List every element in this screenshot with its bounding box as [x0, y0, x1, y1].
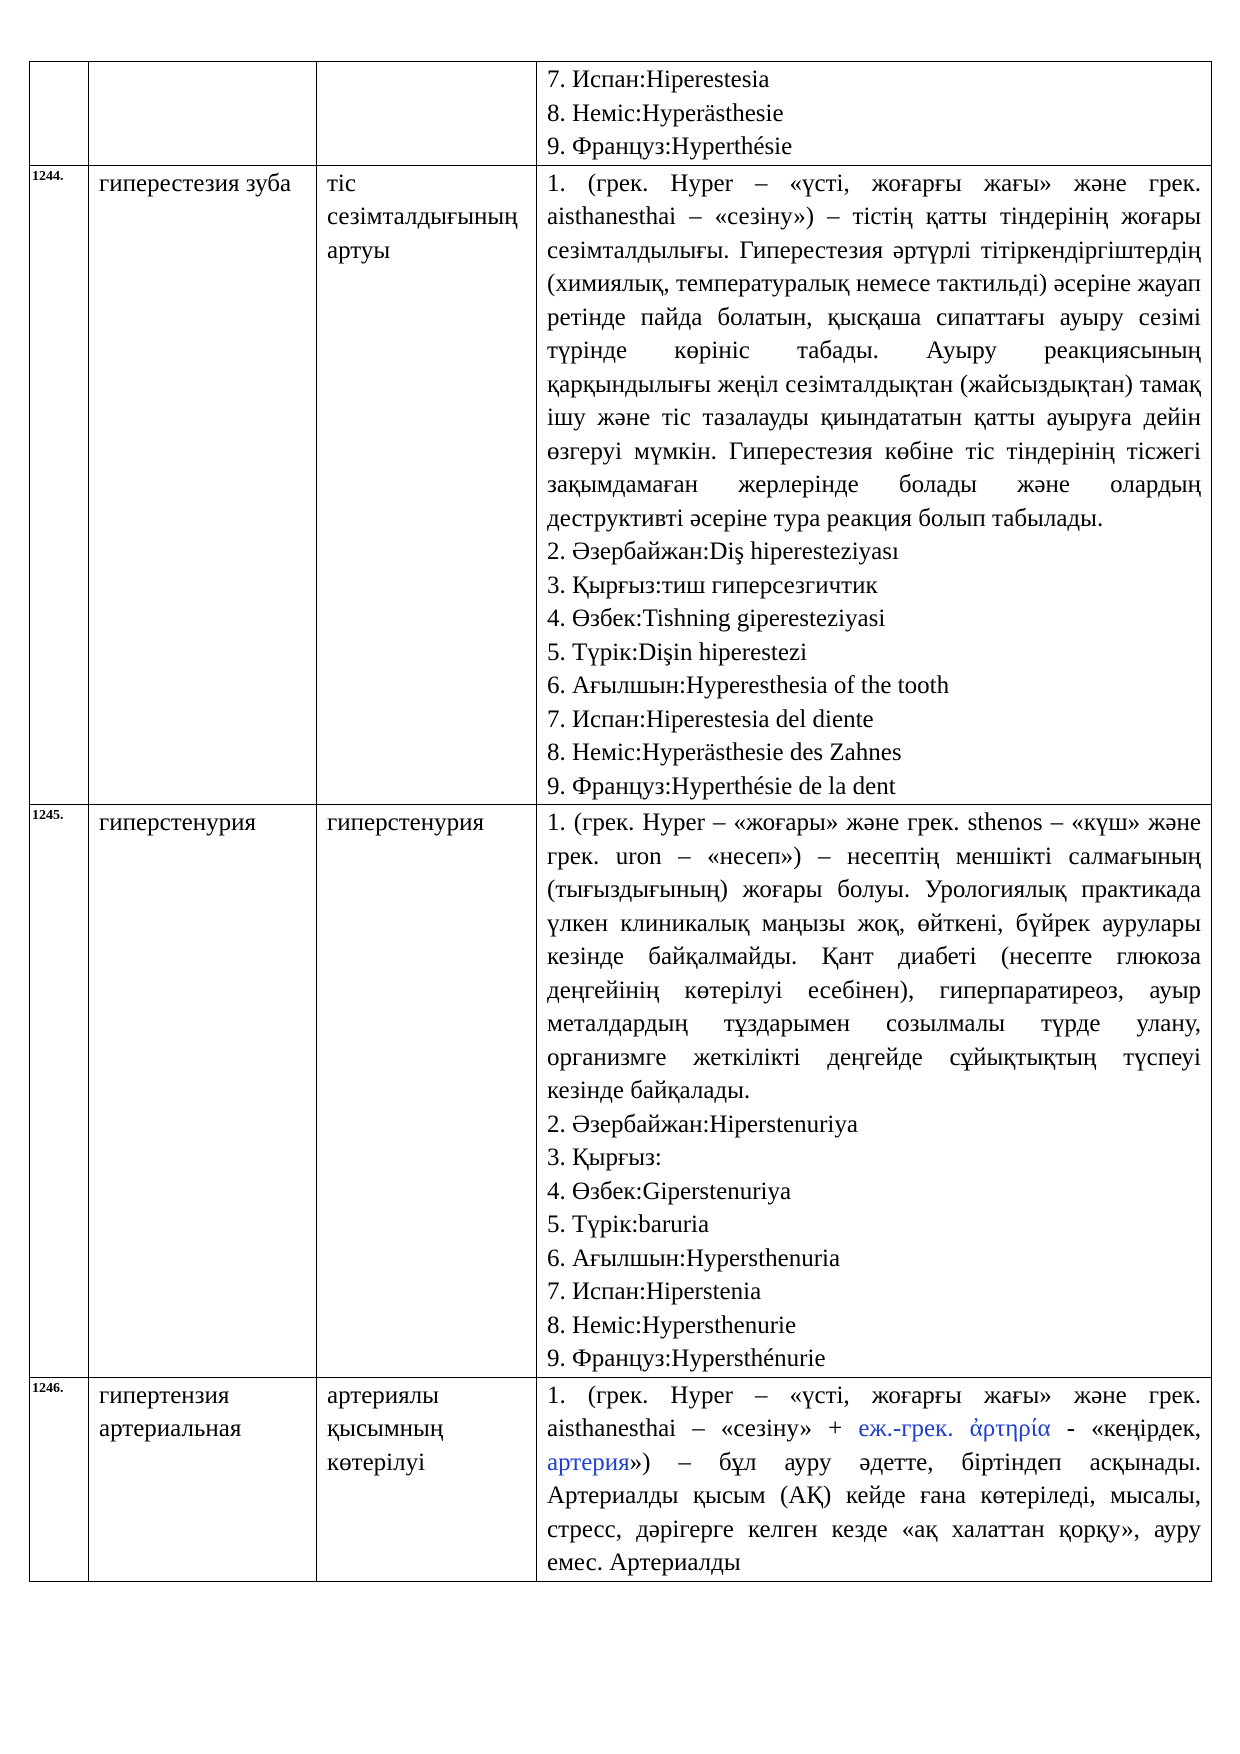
translation-line: 9. Француз:Hyperthésie	[547, 133, 793, 160]
entry-number: 1246.	[30, 1377, 89, 1581]
russian-term: гиперстенурия	[89, 805, 317, 1378]
entry-number	[30, 62, 89, 166]
russian-term: гипертензия артериальная	[89, 1377, 317, 1581]
etymology-link[interactable]: еж.-грек. ἀρτηρία	[858, 1415, 1051, 1442]
translation-line: 7. Испан:Hiperestesia del diente	[547, 705, 874, 733]
translation-line: 4. Өзбек:Tishning giperesteziyasi	[547, 605, 886, 632]
translation-line: 6. Ағылшын:Hyperesthesia of the tooth	[547, 672, 950, 699]
definition-text: 1. (грек. Hyper – «үсті, жоғарғы жағы» және грек. aisthanesthai – «сезіну») – тістің қатты тіндерінің жоғары сезімталдылығы. Гиперестезия әртүрлі тітіркендіргіштердің (химиялық, температуралық немесе тактильді) әсеріне жауап ретінде пайда болатын, қысқаша сипаттағы ауыру сезімі түрінде көрініс табады. Ауыру реакциясының қарқындылығы жеңіл сезімталдықтан (жайсыздықтан) тамақ ішу және тіс тазалауды қиындататын қатты ауыруға дейін өзгеруі мүмкін. Гиперестезия көбіне тіс тіндерінің тісжегі зақымдамаған жерлерінде болады және олардың деструктивті әсеріне тура реакция болып табылады.	[547, 169, 1201, 532]
translation-line: 3. Қырғыз:тиш гиперсезгичтик	[547, 571, 878, 599]
kazakh-term: тіс сезімталдығының артуы	[317, 165, 537, 805]
definition-segment: ») – бұл ауру әдетте, біртіндеп асқынады. Артериалды қысым (АҚ) кейде ғана көтеріледі, мысалы, стресс, дәрігерге келген кезде «ақ халаттан қорқу», ауру емес. Артериалды	[547, 1448, 1201, 1576]
translation-line: 8. Неміс:Hypersthenurie	[547, 1311, 797, 1339]
translation-line: 2. Әзербайжан:Hiperstenuriya	[547, 1110, 858, 1138]
dictionary-table	[29, 61, 1212, 1582]
entry-number: 1245.	[30, 805, 89, 1378]
table-row	[30, 165, 1212, 805]
table-row	[30, 805, 1212, 1378]
definition-cell	[537, 1377, 1212, 1581]
table-row	[30, 1377, 1212, 1581]
translation-line: 7. Испан:Hiperestesia	[547, 66, 770, 93]
definition-segment: 1. (грек. Hyper – «үсті, жоғарғы жағы» және грек. aisthanesthai – «сезіну» +	[547, 1381, 1201, 1442]
definition-text	[547, 1379, 1201, 1580]
definition-cell	[537, 805, 1212, 1378]
translation-line: 7. Испан:Hiperstenia	[547, 1278, 762, 1305]
kazakh-term	[317, 62, 537, 166]
russian-term	[89, 62, 317, 166]
translation-line: 9. Француз:Hypersthénurie	[547, 1345, 826, 1372]
definition-text: 1. (грек. Hyper – «жоғары» және грек. sthenos – «күш» және грек. uron – «несеп») – несептің меншікті салмағының (тығыздығының) жоғары болуы. Урологиялық практикада үлкен клиникалық маңызы жоқ, өйткені, бүйрек аурулары кезінде байқалмайды. Қант диабеті (несепте глюкоза деңгейінің көтерілуі есебінен), гиперпаратиреоз, ауыр металдардың тұздарымен созылмалы түрде улану, организмге жеткілікті деңгейде сұйықтықтың түспеуі кезінде байқалады.	[547, 809, 1201, 1104]
definition-segment: - «кеңірдек,	[1050, 1415, 1202, 1442]
definition-cell	[537, 165, 1212, 805]
russian-term: гиперестезия зуба	[89, 165, 317, 805]
kazakh-term: артериялы қысымның көтерілуі	[317, 1377, 537, 1581]
translation-line: 4. Өзбек:Giperstenuriya	[547, 1177, 792, 1205]
artery-link[interactable]: артерия	[547, 1448, 630, 1476]
translation-line: 2. Әзербайжан:Diş hiperesteziyası	[547, 538, 899, 565]
table-row	[30, 62, 1212, 166]
translation-line: 8. Неміс:Hyperästhesie	[547, 99, 784, 127]
translation-line: 9. Француз:Hyperthésie de la dent	[547, 772, 896, 800]
translation-line: 5. Түрік:baruria	[547, 1211, 710, 1238]
definition-cell	[537, 62, 1212, 166]
entry-number: 1244.	[30, 165, 89, 805]
translation-line: 3. Қырғыз:	[547, 1144, 662, 1171]
translation-line: 6. Ағылшын:Hypersthenuria	[547, 1244, 841, 1272]
kazakh-term: гиперстенурия	[317, 805, 537, 1378]
translation-line: 8. Неміс:Hyperästhesie des Zahnes	[547, 739, 902, 766]
translation-line: 5. Түрік:Dişin hiperestezi	[547, 638, 808, 666]
